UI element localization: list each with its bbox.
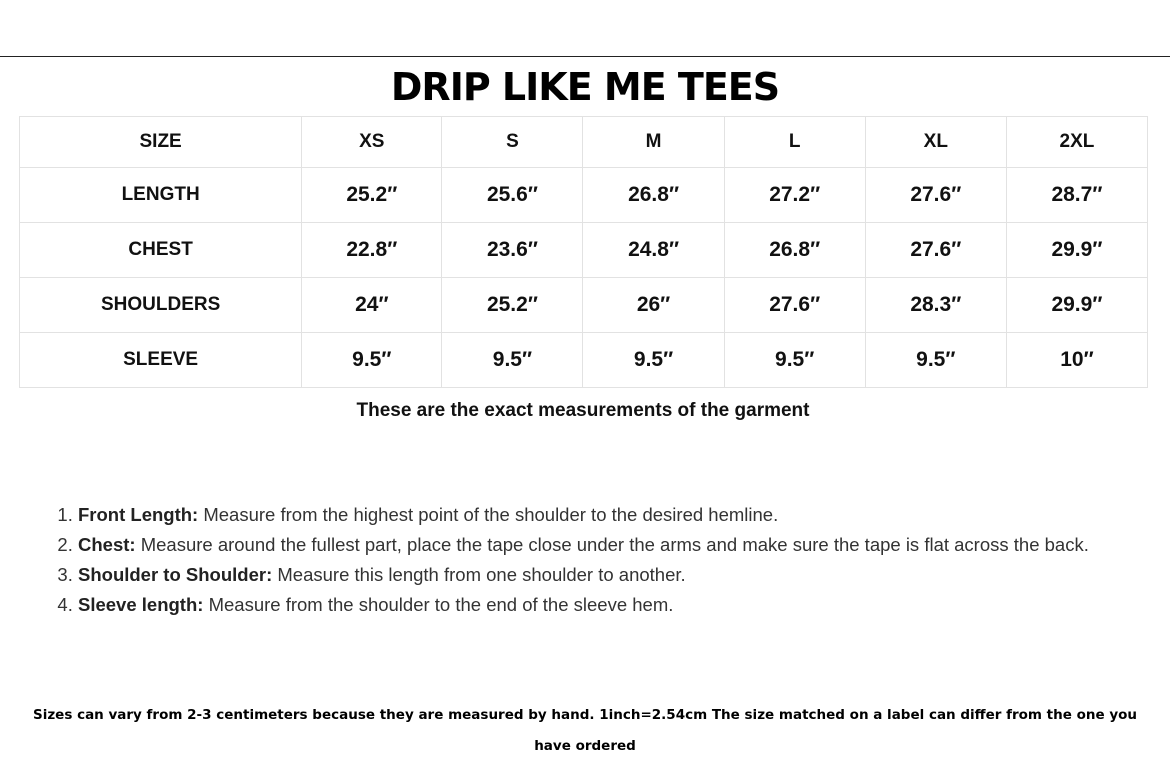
list-item: [78, 530, 1170, 560]
header-cell: XS: [302, 117, 442, 168]
instruction-text: Measure around the fullest part, place the tape close under the arms and make sure the tape is flat across the back.: [135, 534, 1089, 555]
table-cell: 9.5″: [865, 332, 1006, 387]
page-title: DRIP LIKE ME TEES: [390, 65, 780, 109]
table-cell: 22.8″: [302, 222, 442, 277]
instruction-text: Measure this length from one shoulder to another.: [272, 564, 686, 585]
row-label: LENGTH: [20, 167, 302, 222]
table-cell: 27.6″: [724, 277, 865, 332]
table-cell: 26.8″: [724, 222, 865, 277]
list-item: [78, 500, 1170, 530]
table-cell: 25.2″: [442, 277, 583, 332]
table-cell: 29.9″: [1006, 222, 1147, 277]
table-cell: 25.6″: [442, 167, 583, 222]
table-cell: 9.5″: [302, 332, 442, 387]
table-cell: 24″: [302, 277, 442, 332]
table-cell: 25.2″: [302, 167, 442, 222]
header-cell: XL: [865, 117, 1006, 168]
row-label: SLEEVE: [20, 332, 302, 387]
table-row: [20, 222, 1148, 277]
table-cell: 9.5″: [724, 332, 865, 387]
table-row: [20, 167, 1148, 222]
instruction-term: Shoulder to Shoulder:: [78, 564, 273, 585]
instruction-term: Chest:: [78, 534, 136, 555]
table-cell: 26″: [583, 277, 724, 332]
table-cell: 9.5″: [442, 332, 583, 387]
list-item: [78, 560, 1170, 590]
measuring-instructions: [54, 500, 1170, 620]
table-cell: 23.6″: [442, 222, 583, 277]
instruction-term: Sleeve length:: [78, 594, 204, 615]
header-cell: 2XL: [1006, 117, 1147, 168]
instruction-text: Measure from the highest point of the shoulder to the desired hemline.: [198, 504, 779, 525]
measurement-caption: These are the exact measurements of the garment: [356, 400, 810, 421]
table-header-row: [20, 117, 1148, 168]
header-cell: SIZE: [20, 117, 302, 168]
header-cell: L: [724, 117, 865, 168]
table-cell: 28.7″: [1006, 167, 1147, 222]
header-cell: M: [583, 117, 724, 168]
row-label: SHOULDERS: [20, 277, 302, 332]
instruction-text: Measure from the shoulder to the end of the sleeve hem.: [203, 594, 674, 615]
sizing-footnote: Sizes can vary from 2-3 centimeters because they are measured by hand. 1inch=2.54cm The size matched on a label can differ from the one you have ordered: [32, 707, 1138, 754]
table-cell: 9.5″: [583, 332, 724, 387]
table-cell: 28.3″: [865, 277, 1006, 332]
table-cell: 26.8″: [583, 167, 724, 222]
top-divider: [0, 56, 1170, 57]
header-cell: S: [442, 117, 583, 168]
instruction-term: Front Length:: [78, 504, 199, 525]
table-cell: 10″: [1006, 332, 1147, 387]
table-cell: 29.9″: [1006, 277, 1147, 332]
table-cell: 27.2″: [724, 167, 865, 222]
size-chart-table: [19, 116, 1148, 388]
row-label: CHEST: [20, 222, 302, 277]
table-cell: 27.6″: [865, 167, 1006, 222]
list-item: [78, 590, 1170, 620]
table-row: [20, 332, 1148, 387]
table-cell: 27.6″: [865, 222, 1006, 277]
table-cell: 24.8″: [583, 222, 724, 277]
table-row: [20, 277, 1148, 332]
